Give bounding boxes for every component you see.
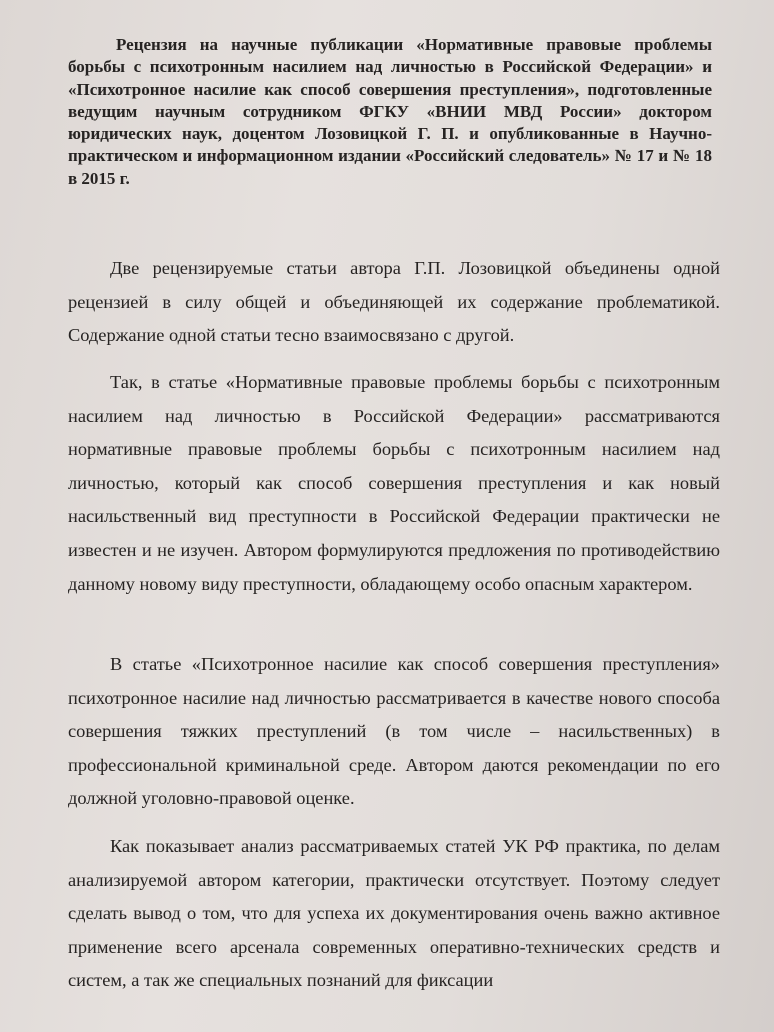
paragraph-first-article: Так, в статье «Нормативные правовые проблемы борьбы с психотронным насилием над личностью в Российской Федерации» рассматриваются нормативные правовые проблемы борьбы с психотронным насилием над личностью, который как способ совершения преступления и как новый насильственный вид преступности в Российской Федерации практически не известен и не изучен. Автором формулируются предложения по противодействию данному новому виду преступности, обладающему особо опасным характером. [68,372,720,594]
paragraph-intro: Две рецензируемые статьи автора Г.П. Лозовицкой объединены одной рецензией в силу общей и объединяющей их содержание проблематикой. Содержание одной статьи тесно взаимосвязано с другой. [68,258,720,346]
paragraph-second-article: В статье «Психотронное насилие как способ совершения преступления» психотронное насилие над личностью рассматривается в качестве нового способа совершения тяжких преступлений (в том числе – насильственных) в профессиональной криминальной среде. Автором даются рекомендации по его должной уголовно-правовой оценке. [68,654,720,809]
document-heading: Рецензия на научные публикации «Нормативные правовые проблемы борьбы с психотронным насилием над личностью в Российской Федерации» и «Психотронное насилие как способ совершения преступления», подготовленные ведущим научным сотрудником ФГКУ «ВНИИ МВД России» доктором юридических наук, доцентом Лозовицкой Г. П. и опубликованные в Научно-практическом и информационном издании «Российский следователь» № 17 и № 18 в 2015 г. [68,35,712,188]
paragraph-analysis: Как показывает анализ рассматриваемых статей УК РФ практика, по делам анализируемой автором категории, практически отсутствует. Поэтому следует сделать вывод о том, что для успеха их документирования очень важно активное применение всего арсенала современных оперативно-технических средств и систем, а так же специальных познаний для фиксации [68,836,720,991]
